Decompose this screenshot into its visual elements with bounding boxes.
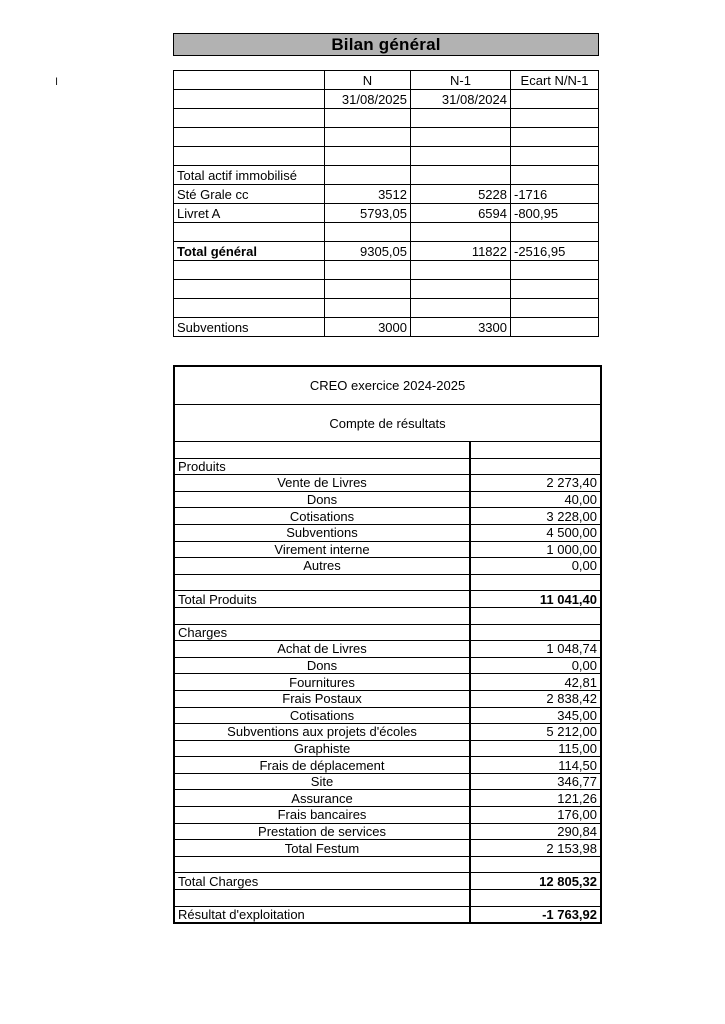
compte-label-cell: Virement interne xyxy=(174,541,470,558)
compte-label-cell xyxy=(174,574,470,591)
bilan-cell: 31/08/2024 xyxy=(411,90,511,109)
bilan-cell xyxy=(325,299,411,318)
compte-label-cell xyxy=(174,890,470,907)
compte-value-cell xyxy=(470,607,601,624)
bilan-cell xyxy=(411,299,511,318)
bilan-cell: Subventions xyxy=(174,318,325,337)
bilan-cell xyxy=(174,223,325,242)
bilan-cell xyxy=(174,261,325,280)
bilan-cell xyxy=(411,128,511,147)
compte-row xyxy=(174,541,601,558)
compte-value-cell: 4 500,00 xyxy=(470,524,601,541)
compte-row xyxy=(174,558,601,575)
bilan-cell xyxy=(411,109,511,128)
compte-value-cell: 290,84 xyxy=(470,823,601,840)
compte-label-cell: Total Charges xyxy=(174,873,470,890)
compte-row xyxy=(174,840,601,857)
compte-table-body xyxy=(174,366,601,923)
compte-label-cell: Dons xyxy=(174,491,470,508)
compte-row xyxy=(174,906,601,923)
compte-row xyxy=(174,674,601,691)
bilan-cell: 6594 xyxy=(411,204,511,223)
compte-row xyxy=(174,707,601,724)
bilan-cell xyxy=(325,261,411,280)
bilan-row xyxy=(174,223,599,242)
bilan-cell: -1716 xyxy=(511,185,599,204)
compte-value-cell: 0,00 xyxy=(470,657,601,674)
bilan-row xyxy=(174,185,599,204)
compte-label-cell: Graphiste xyxy=(174,740,470,757)
compte-value-cell: 11 041,40 xyxy=(470,591,601,608)
compte-value-cell xyxy=(470,890,601,907)
compte-value-cell xyxy=(470,574,601,591)
compte-value-cell: 12 805,32 xyxy=(470,873,601,890)
compte-row xyxy=(174,475,601,492)
bilan-cell: Total général xyxy=(174,242,325,261)
compte-value-cell: 2 273,40 xyxy=(470,475,601,492)
compte-value-cell: 121,26 xyxy=(470,790,601,807)
bilan-row xyxy=(174,299,599,318)
compte-label-cell: Produits xyxy=(174,458,470,475)
compte-value-cell: 3 228,00 xyxy=(470,508,601,525)
compte-row xyxy=(174,491,601,508)
bilan-row xyxy=(174,128,599,147)
compte-label-cell: Cotisations xyxy=(174,508,470,525)
bilan-cell: 5793,05 xyxy=(325,204,411,223)
compte-value-cell: 0,00 xyxy=(470,558,601,575)
bilan-cell: -800,95 xyxy=(511,204,599,223)
compte-value-cell: 42,81 xyxy=(470,674,601,691)
bilan-cell xyxy=(174,90,325,109)
compte-value-cell: 114,50 xyxy=(470,757,601,774)
bilan-row xyxy=(174,147,599,166)
compte-label-cell: Subventions aux projets d'écoles xyxy=(174,724,470,741)
compte-label-cell xyxy=(174,856,470,873)
bilan-cell xyxy=(411,280,511,299)
compte-label-cell: Vente de Livres xyxy=(174,475,470,492)
compte-row xyxy=(174,807,601,824)
bilan-row xyxy=(174,90,599,109)
bilan-cell xyxy=(325,109,411,128)
compte-value-cell xyxy=(470,458,601,475)
compte-row xyxy=(174,591,601,608)
bilan-cell xyxy=(511,299,599,318)
bilan-cell: 3300 xyxy=(411,318,511,337)
bilan-cell: Ecart N/N-1 xyxy=(511,71,599,90)
bilan-cell xyxy=(325,166,411,185)
bilan-cell: Total actif immobilisé xyxy=(174,166,325,185)
compte-label-cell: Dons xyxy=(174,657,470,674)
compte-label-cell: Assurance xyxy=(174,790,470,807)
bilan-cell xyxy=(511,223,599,242)
compte-value-cell xyxy=(470,442,601,459)
bilan-cell: N xyxy=(325,71,411,90)
compte-title: CREO exercice 2024-2025 xyxy=(174,366,601,405)
compte-row xyxy=(174,690,601,707)
compte-label-cell: Autres xyxy=(174,558,470,575)
compte-row xyxy=(174,607,601,624)
compte-title-row xyxy=(174,366,601,405)
compte-row xyxy=(174,458,601,475)
compte-row xyxy=(174,740,601,757)
compte-row xyxy=(174,442,601,459)
compte-row xyxy=(174,890,601,907)
bilan-row xyxy=(174,318,599,337)
bilan-row xyxy=(174,166,599,185)
compte-value-cell: 2 838,42 xyxy=(470,690,601,707)
bilan-cell xyxy=(511,109,599,128)
compte-value-cell: 40,00 xyxy=(470,491,601,508)
bilan-cell xyxy=(511,166,599,185)
bilan-cell: 9305,05 xyxy=(325,242,411,261)
compte-label-cell: Cotisations xyxy=(174,707,470,724)
bilan-cell xyxy=(325,280,411,299)
compte-value-cell: 176,00 xyxy=(470,807,601,824)
bilan-cell xyxy=(174,128,325,147)
compte-row xyxy=(174,624,601,641)
bilan-cell: Livret A xyxy=(174,204,325,223)
compte-row xyxy=(174,524,601,541)
compte-row xyxy=(174,823,601,840)
bilan-cell xyxy=(511,280,599,299)
compte-label-cell: Résultat d'exploitation xyxy=(174,906,470,923)
compte-value-cell: 2 153,98 xyxy=(470,840,601,857)
bilan-cell: 5228 xyxy=(411,185,511,204)
compte-label-cell: Charges xyxy=(174,624,470,641)
compte-row xyxy=(174,724,601,741)
bilan-row xyxy=(174,109,599,128)
compte-row xyxy=(174,873,601,890)
bilan-cell xyxy=(511,261,599,280)
compte-label-cell: Prestation de services xyxy=(174,823,470,840)
compte-subtitle-row xyxy=(174,405,601,442)
compte-row xyxy=(174,773,601,790)
bilan-cell xyxy=(511,318,599,337)
bilan-title: Bilan général xyxy=(331,34,441,54)
bilan-row xyxy=(174,261,599,280)
bilan-row xyxy=(174,71,599,90)
bilan-cell: 11822 xyxy=(411,242,511,261)
bilan-cell xyxy=(511,90,599,109)
compte-value-cell: 115,00 xyxy=(470,740,601,757)
stray-text-mark: I xyxy=(55,76,59,88)
bilan-cell xyxy=(174,280,325,299)
bilan-row xyxy=(174,242,599,261)
bilan-cell: N-1 xyxy=(411,71,511,90)
bilan-cell: Sté Grale cc xyxy=(174,185,325,204)
compte-label-cell: Fournitures xyxy=(174,674,470,691)
compte-value-cell xyxy=(470,624,601,641)
compte-label-cell: Frais bancaires xyxy=(174,807,470,824)
bilan-cell xyxy=(174,71,325,90)
bilan-cell xyxy=(511,147,599,166)
compte-value-cell: 1 000,00 xyxy=(470,541,601,558)
compte-value-cell: 5 212,00 xyxy=(470,724,601,741)
bilan-cell xyxy=(511,128,599,147)
compte-value-cell: 345,00 xyxy=(470,707,601,724)
compte-label-cell: Achat de Livres xyxy=(174,641,470,658)
bilan-cell xyxy=(174,299,325,318)
compte-value-cell: 1 048,74 xyxy=(470,641,601,658)
bilan-cell xyxy=(325,147,411,166)
bilan-row xyxy=(174,280,599,299)
bilan-cell: -2516,95 xyxy=(511,242,599,261)
bilan-row xyxy=(174,204,599,223)
bilan-cell xyxy=(174,109,325,128)
bilan-cell: 3000 xyxy=(325,318,411,337)
bilan-cell: 31/08/2025 xyxy=(325,90,411,109)
compte-label-cell: Subventions xyxy=(174,524,470,541)
compte-label-cell: Total Festum xyxy=(174,840,470,857)
bilan-cell xyxy=(174,147,325,166)
compte-label-cell: Frais Postaux xyxy=(174,690,470,707)
compte-label-cell: Frais de déplacement xyxy=(174,757,470,774)
compte-row xyxy=(174,574,601,591)
compte-row xyxy=(174,757,601,774)
compte-row xyxy=(174,856,601,873)
compte-label-cell xyxy=(174,607,470,624)
compte-label-cell: Site xyxy=(174,773,470,790)
bilan-cell xyxy=(411,223,511,242)
compte-label-cell: Total Produits xyxy=(174,591,470,608)
compte-row xyxy=(174,508,601,525)
compte-row xyxy=(174,641,601,658)
bilan-table-body xyxy=(174,71,599,337)
compte-subtitle: Compte de résultats xyxy=(174,405,601,442)
compte-value-cell xyxy=(470,856,601,873)
bilan-cell xyxy=(411,261,511,280)
bilan-cell xyxy=(325,128,411,147)
bilan-cell xyxy=(411,166,511,185)
compte-value-cell: -1 763,92 xyxy=(470,906,601,923)
compte-value-cell: 346,77 xyxy=(470,773,601,790)
bilan-title-bar xyxy=(173,33,599,56)
bilan-cell xyxy=(411,147,511,166)
compte-label-cell xyxy=(174,442,470,459)
bilan-cell: 3512 xyxy=(325,185,411,204)
compte-table xyxy=(173,365,602,924)
bilan-cell xyxy=(325,223,411,242)
bilan-table xyxy=(173,70,599,337)
compte-row xyxy=(174,657,601,674)
compte-row xyxy=(174,790,601,807)
